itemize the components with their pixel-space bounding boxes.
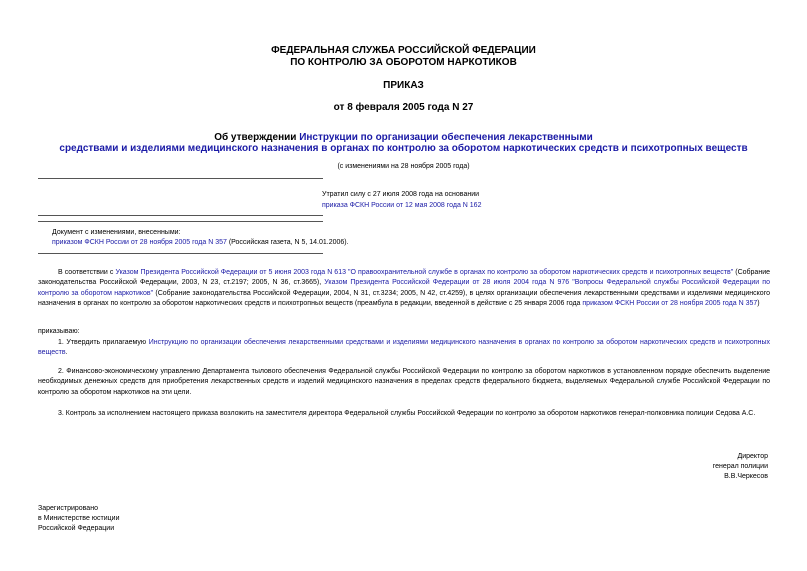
changes-label: Документ с изменениями, внесенными: bbox=[52, 229, 181, 236]
registration-line1: Зарегистрировано bbox=[38, 505, 98, 512]
instruction-title-link-part1[interactable]: Инструкции по организации обеспечения лекарственными bbox=[299, 132, 593, 143]
divider bbox=[38, 221, 323, 222]
changes-line bbox=[52, 238, 349, 248]
order-word: приказываю: bbox=[38, 328, 80, 335]
item-text: 1. Утвердить прилагаемую bbox=[58, 339, 149, 346]
divider bbox=[38, 253, 323, 254]
document-type: ПРИКАЗ bbox=[383, 80, 424, 91]
instruction-title-link-part2[interactable]: средствами и изделиями медицинского назначения в органах по контролю за оборотом наркотических средств и психотропных веществ bbox=[59, 143, 748, 154]
divider bbox=[38, 215, 323, 216]
preamble-paragraph bbox=[38, 268, 770, 310]
order-item-1 bbox=[38, 338, 770, 359]
signature-name: В.В.Черкесов bbox=[724, 473, 768, 480]
instruction-link[interactable]: Инструкцию по организации обеспечения лекарственными средствами и изделиями медицинского назначения в органах по контролю за оборотом наркотических средств и психотропных веществ bbox=[38, 339, 771, 357]
preamble-text: ) bbox=[757, 300, 760, 308]
preamble-text: (Собрание законодательства Российской Федерации, 2003, N 23, ст.2197; 2005, N 36, ст.3665), bbox=[38, 269, 770, 287]
preamble-text: (Собрание законодательства Российской Федерации, 2004, N 31, ст.3234; 2005, N 42, ст.4259), в целях организации обеспечения лекарственными средствами и изделиями медицинского назначения в органах по контролю за оборотом наркотических средств и психотропных веществ (преамбула в редакции, введенной в действие с 25 января 2006 года bbox=[38, 289, 770, 308]
revision-note: (с изменениями на 28 ноября 2005 года) bbox=[337, 163, 470, 170]
registration-line3: Российской Федерации bbox=[38, 525, 115, 532]
signature-rank: генерал полиции bbox=[712, 463, 768, 470]
preamble-text: В соответствии с bbox=[58, 269, 116, 276]
item-text: . bbox=[65, 349, 68, 357]
decree-613-link[interactable]: Указом Президента Российской Федерации от 5 июня 2003 года N 613 "О правоохранительной службе в органах по контролю за оборотом наркотических средств и психотропных веществ" bbox=[115, 269, 734, 276]
agency-name-line2: ПО КОНТРОЛЮ ЗА ОБОРОТОМ НАРКОТИКОВ bbox=[290, 57, 517, 68]
amending-order-link[interactable]: приказом ФСКН России от 28 ноября 2005 года N 357 bbox=[52, 239, 227, 246]
title-prefix: Об утверждении bbox=[214, 132, 300, 143]
agency-name-line1: ФЕДЕРАЛЬНАЯ СЛУЖБА РОССИЙСКОЙ ФЕДЕРАЦИИ bbox=[271, 45, 536, 56]
decree-976-link[interactable]: Указом Президента Российской Федерации от 28 июля 2004 года N 976 "Вопросы Федеральной службы Российской Федерации по контролю за оборотом наркотиков" bbox=[38, 279, 770, 297]
signature-position: Директор bbox=[737, 453, 768, 460]
document-date-number: от 8 февраля 2005 года N 27 bbox=[333, 102, 474, 113]
changes-source: (Российская газета, N 5, 14.01.2006). bbox=[226, 239, 349, 246]
divider bbox=[38, 178, 323, 179]
amending-order-link[interactable]: приказом ФСКН России от 28 ноября 2005 года N 357 bbox=[582, 300, 758, 308]
registration-line2: в Министерстве юстиции bbox=[38, 515, 120, 522]
order-item-3: 3. Контроль за исполнением настоящего приказа возложить на заместителя директора Федеральной службы Российской Федерации по контролю за оборотом наркотиков генерал-полковника полиции Седова А.С. bbox=[58, 410, 756, 417]
title-line2 bbox=[0, 143, 807, 155]
order-item-2: 2. Финансово-экономическому управлению Департамента тылового обеспечения Федеральной службы Российской Федерации по контролю за оборотом наркотиков в установленном порядке обеспечить выделение необходимых денежных средств для приобретения лекарственных средств и изделий медицинского назначения в пределах средств федерального бюджета, выделяемых Федеральной службе Российской Федерации по контролю за оборотом наркотиков на эти цели. bbox=[38, 368, 770, 396]
repeal-order-link[interactable]: приказа ФСКН России от 12 мая 2008 года N 162 bbox=[322, 202, 482, 209]
status-line: Утратил силу с 27 июля 2008 года на основании bbox=[322, 191, 480, 198]
